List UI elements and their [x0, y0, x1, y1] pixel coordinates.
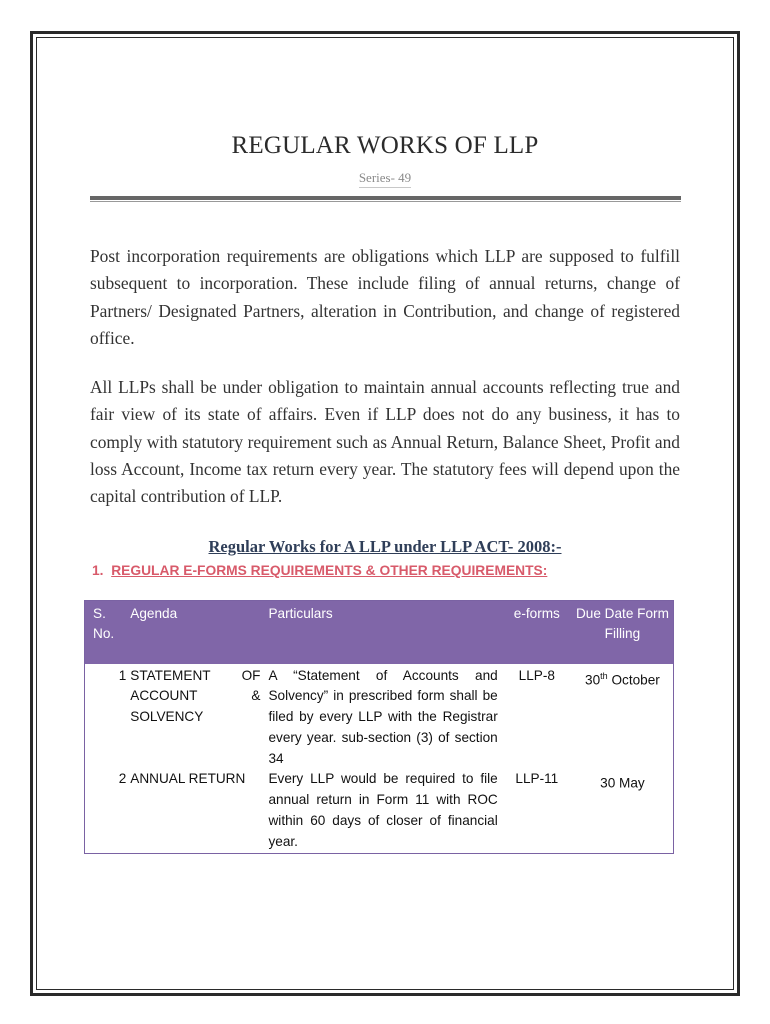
- title-divider: [90, 196, 681, 200]
- accounts-paragraph: All LLPs shall be under obligation to maintain annual accounts reflecting true and fair view of its state of affairs. Even if LLP does not do any business, it has to comply with statutory requirement such as Annual Return, Balance Sheet, Profit and loss Account, Income tax return every year. The statutory fees will depend upon the capital contribution of LLP.: [90, 377, 680, 507]
- row-due-date: [572, 769, 674, 853]
- row-agenda: STATEMENT OF ACCOUNT & SOLVENCY: [130, 667, 261, 725]
- section-heading-text: Regular Works for A LLP under LLP ACT- 2008:-: [208, 537, 562, 556]
- due-month: October: [607, 672, 660, 688]
- header-sno: S. No.: [93, 606, 115, 641]
- table-row: [85, 769, 674, 853]
- table-header-row: [85, 601, 674, 664]
- subheading-number: 1.: [92, 563, 104, 578]
- document-title: REGULAR WORKS OF LLP: [231, 132, 539, 159]
- header-particulars: Particulars: [268, 606, 333, 621]
- row-eform: LLP-11: [515, 771, 559, 787]
- document-subtitle: [0, 170, 770, 186]
- subheading: [92, 563, 547, 578]
- header-due-date: Due Date Form Filling: [575, 606, 669, 641]
- title-divider-thin: [90, 201, 681, 202]
- row-due-date: [572, 664, 674, 770]
- series-label: Series- 49: [359, 170, 411, 188]
- subheading-label: REGULAR E-FORMS REQUIREMENTS & OTHER REQUIREMENTS:: [111, 563, 548, 578]
- row-particulars: A “Statement of Accounts and Solvency” in prescribed form shall be filed by every LLP with the Registrar every year. sub-section (3) of section 34: [268, 667, 498, 766]
- requirements-table: [84, 600, 674, 854]
- row-sno: 1: [118, 667, 127, 683]
- due-suffix: th: [600, 670, 608, 681]
- row-sno: 2: [118, 771, 127, 787]
- due-day: 30: [585, 672, 601, 688]
- row-agenda: ANNUAL RETURN: [130, 771, 246, 787]
- due-day: 30 May: [600, 776, 645, 792]
- header-agenda: Agenda: [130, 606, 178, 621]
- row-particulars: Every LLP would be required to file annual return in Form 11 with ROC within 60 days of closer of financial year.: [268, 771, 498, 849]
- intro-paragraph: Post incorporation requirements are obligations which LLP are supposed to fulfill subsequent to incorporation. These include filing of annual returns, change of Partners/ Designated Partners, alteration in Contribution, and change of registered office.: [90, 246, 680, 348]
- section-heading: [0, 537, 770, 557]
- table-row: [85, 664, 674, 770]
- header-eforms: e-forms: [513, 606, 560, 621]
- row-eform: LLP-8: [518, 667, 555, 683]
